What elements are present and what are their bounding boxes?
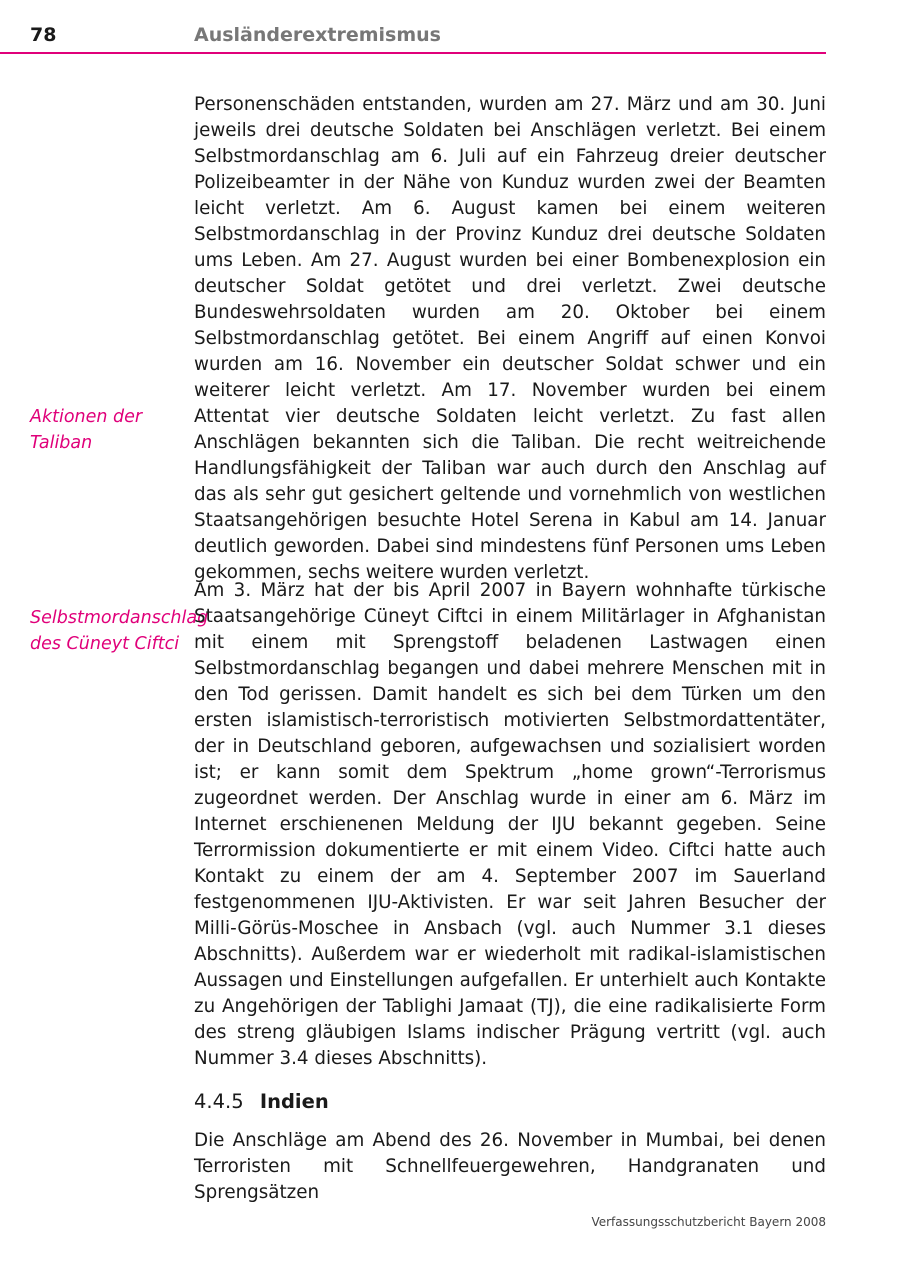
body-paragraph: Die Anschläge am Abend des 26. November in Mumbai, bei denen Terroristen mit Schnellfeuergewehren, Handgranaten und Sprengsätzen (194, 1130, 826, 1203)
margin-note-ciftci: Selbstmordanschlag des Cüneyt Ciftci (30, 608, 209, 654)
page-header (0, 0, 826, 54)
page-footer: Verfassungsschutzbericht Bayern 2008 (591, 1215, 826, 1229)
body-paragraph: Am 3. März hat der bis April 2007 in Bayern wohnhafte türkische Staatsangehörige Cüneyt Ciftci in einem Militärlager in Afghanistan mit einem mit Sprengstoff beladenen Lastwagen einen Selbstmordanschlag begangen und dabei mehrere Menschen mit in den Tod gerissen. Damit handelt es sich bei dem Türken um den ersten islamistisch-terroristisch motivierten Selbstmordattentäter, der in Deutschland geboren, aufgewachsen und sozialisiert worden ist; er kann somit dem Spektrum „home grown“-Terrorismus zugeordnet werden. Der Anschlag wurde in einer am 6. März im Internet erschienenen Meldung der IJU bekannt gegeben. Seine Terrormission dokumentierte er mit einem Video. Ciftci hatte auch Kontakt zu einem der am 4. September 2007 im Sauerland festgenommenen IJU-Aktivisten. Er war seit Jahren Besucher der Milli-Görüs-Moschee in Ansbach (vgl. auch Nummer 3.1 dieses Abschnitts). Außerdem war er wiederholt mit radikal-islamistischen Aussagen und Einstellungen aufgefallen. Er unterhielt auch Kontakte zu Angehörigen der Tablighi Jamaat (TJ), die eine radikalisierte Form des streng gläubigen Islams indischer Prägung vertritt (vgl. auch Nummer 3.4 dieses Abschnitts). (194, 580, 826, 1069)
section-title: Indien (259, 1090, 329, 1113)
section-number: 4.4.5 (194, 1090, 244, 1113)
running-title: Ausländerextremismus (194, 24, 441, 46)
body-paragraph: Personenschäden entstanden, wurden am 27. März und am 30. Juni jeweils drei deutsche Soldaten bei Anschlägen verletzt. Bei einem Selbstmordanschlag am 6. Juli auf ein Fahrzeug dreier deutscher Polizeibeamter in der Nähe von Kunduz wurden zwei der Beamten leicht verletzt. Am 6. August kamen bei einem weiteren Selbstmordanschlag in der Provinz Kunduz drei deutsche Soldaten ums Leben. Am 27. August wurden bei einer Bombenexplosion ein deutscher Soldat getötet und drei verletzt. Zwei deutsche Bundeswehrsoldaten wurden am 20. Oktober bei einem Selbstmordanschlag getötet. Bei einem Angriff auf einen Konvoi wurden am 16. November ein deutscher Soldat schwer und ein weiterer leicht verletzt. Am 17. November wurden bei einem Attentat vier deutsche Soldaten leicht verletzt. Zu fast allen Anschlägen bekannten sich die Taliban. Die recht weitreichende Handlungsfähigkeit der Taliban war auch durch den Anschlag auf das als sehr gut gesichert geltende und vornehmlich von westlichen Staatsangehörigen besuchte Hotel Serena in Kabul am 14. Januar deutlich geworden. Dabei sind mindestens fünf Personen ums Leben gekommen, sechs weitere wurden verletzt. (194, 94, 826, 583)
margin-note-taliban: Aktionen der Taliban (30, 407, 143, 453)
section-heading (194, 1090, 329, 1113)
page-number: 78 (30, 24, 57, 46)
